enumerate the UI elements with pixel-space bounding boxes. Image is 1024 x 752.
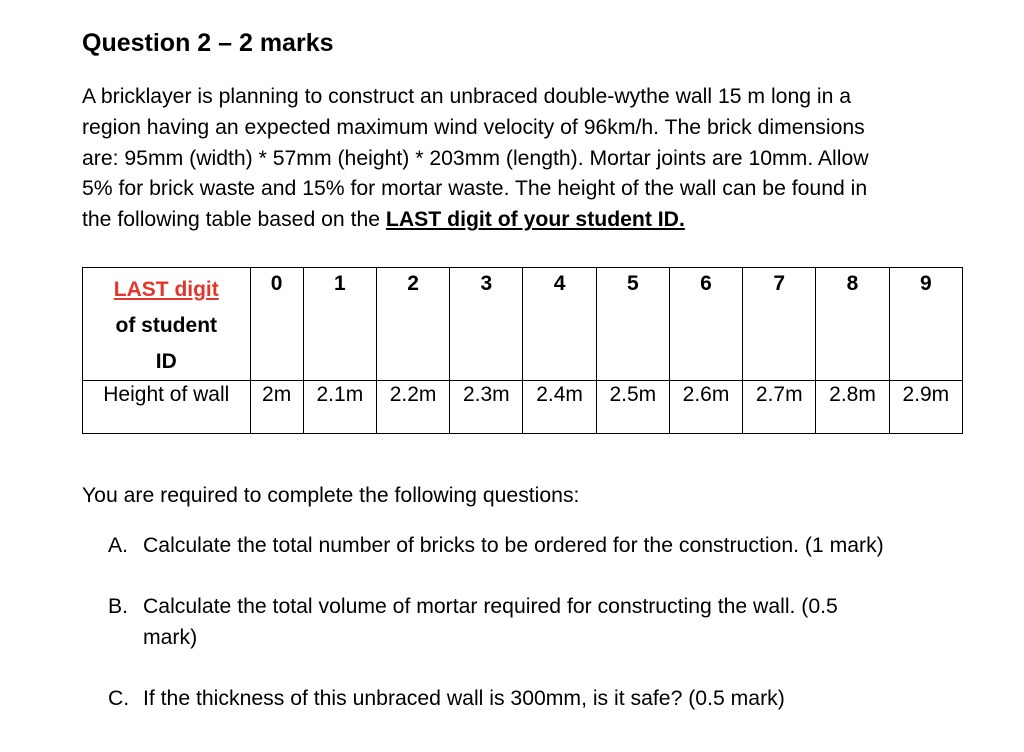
digit-cell: 5 — [596, 268, 669, 381]
of-student-label: of student — [115, 314, 218, 337]
student-id-emphasis: LAST digit of your student ID. — [385, 208, 685, 232]
question-text — [143, 531, 884, 562]
height-cell: 2.6m — [669, 381, 742, 434]
question-c — [108, 684, 785, 715]
height-cell: 2.8m — [816, 381, 889, 434]
height-cell: 2.1m — [303, 381, 376, 434]
height-cell: 2.4m — [523, 381, 596, 434]
question-line: Calculate the total volume of mortar required for constructing the wall. (0.5 — [143, 595, 838, 618]
statement-line: are: 95mm (width) * 57mm (height) * 203mm (length). Mortar joints are 10mm. Allow — [82, 146, 869, 170]
question-line: If the thickness of this unbraced wall is 300mm, is it safe? (0.5 mark) — [143, 687, 785, 710]
digit-cell: 4 — [523, 268, 596, 381]
last-digit-label: LAST digit — [113, 278, 219, 301]
statement-line: 5% for brick waste and 15% for mortar waste. The height of the wall can be found in — [82, 177, 868, 201]
digit-row — [83, 268, 963, 381]
question-text — [143, 592, 838, 653]
digit-cell: 7 — [743, 268, 816, 381]
question-letter: A. — [108, 534, 129, 557]
height-cell: 2.7m — [743, 381, 816, 434]
instruction-text: You are required to complete the following questions: — [82, 484, 580, 507]
digit-cell: 6 — [669, 268, 742, 381]
digit-cell: 1 — [303, 268, 376, 381]
height-row-label: Height of wall — [83, 381, 251, 434]
height-cell: 2.2m — [376, 381, 449, 434]
height-cell: 2.9m — [889, 381, 962, 434]
height-cell: 2m — [250, 381, 303, 434]
statement-line — [82, 205, 962, 236]
question-letter: B. — [108, 595, 129, 618]
digit-cell: 3 — [450, 268, 523, 381]
problem-statement — [82, 82, 962, 236]
question-a — [108, 531, 884, 562]
row-header-digit — [83, 268, 251, 381]
statement-line: region having an expected maximum wind velocity of 96km/h. The brick dimensions — [82, 115, 865, 139]
height-cell: 2.3m — [450, 381, 523, 434]
digit-cell: 8 — [816, 268, 889, 381]
digit-cell: 0 — [250, 268, 303, 381]
question-letter: C. — [108, 687, 130, 710]
statement-text: the following table based on the — [82, 208, 386, 232]
question-title: Question 2 – 2 marks — [82, 29, 334, 57]
digit-cell: 2 — [376, 268, 449, 381]
statement-line: A bricklayer is planning to construct an unbraced double-wythe wall 15 m long in a — [82, 85, 852, 108]
question-line: Calculate the total number of bricks to be ordered for the construction. (1 mark) — [143, 534, 884, 557]
wall-height-table — [82, 267, 963, 434]
id-label: ID — [155, 350, 177, 373]
question-text — [143, 684, 785, 715]
question-b — [108, 592, 838, 653]
digit-cell: 9 — [889, 268, 962, 381]
height-row — [83, 381, 963, 434]
height-cell: 2.5m — [596, 381, 669, 434]
question-line: mark) — [143, 625, 198, 649]
